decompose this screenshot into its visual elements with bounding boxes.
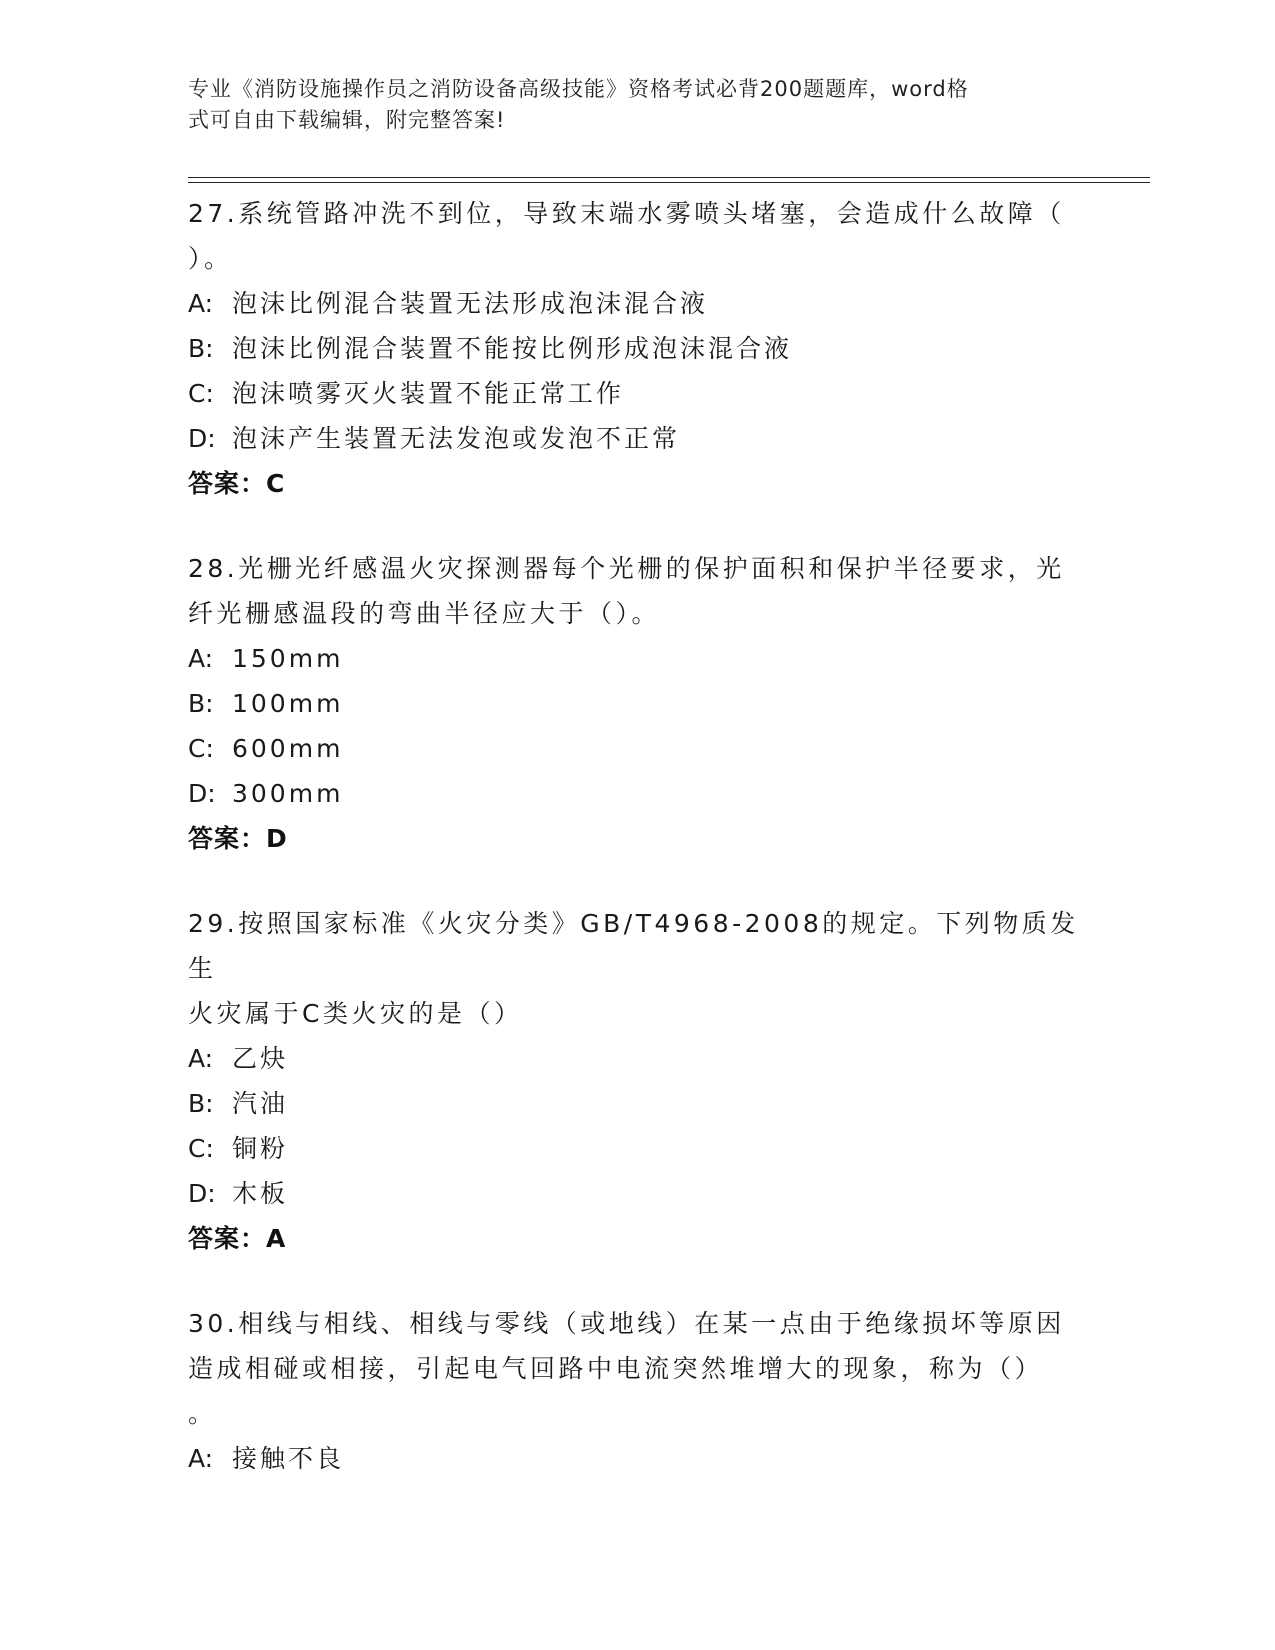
question-stem-line: 27.系统管路冲洗不到位，导致末端水雾喷头堵塞，会造成什么故障（ (188, 199, 1065, 228)
option-d (188, 1171, 1088, 1216)
document-header (188, 74, 1068, 136)
question-27 (188, 191, 1088, 506)
option-key: A: (188, 1444, 214, 1473)
option-text: 泡沫产生装置无法发泡或发泡不正常 (232, 424, 681, 453)
question-stem (188, 901, 1088, 1036)
answer-value: A (266, 1224, 288, 1253)
answer-value: C (266, 469, 287, 498)
option-text: 铜粉 (232, 1134, 289, 1163)
question-stem-line: 火灾属于C类火灾的是（） (188, 999, 523, 1028)
header-line-2: 式可自由下载编辑，附完整答案! (188, 108, 506, 132)
answer-label: 答案： (188, 1224, 267, 1253)
option-text: 150mm (232, 644, 344, 673)
option-a (188, 1436, 1088, 1481)
option-key: C: (188, 1134, 214, 1163)
question-stem-line: 造成相碰或相接，引起电气回路中电流突然堆增大的现象，称为（） (188, 1354, 1044, 1383)
question-stem-line: 纤光栅感温段的弯曲半径应大于（）。 (188, 599, 661, 628)
option-b (188, 326, 1088, 371)
option-key: A: (188, 289, 214, 318)
option-text: 木板 (232, 1179, 289, 1208)
answer-label: 答案： (188, 824, 267, 853)
option-a (188, 281, 1088, 326)
question-stem (188, 546, 1088, 636)
answer-line (188, 816, 1088, 861)
header-line-1: 专业《消防设施操作员之消防设备高级技能》资格考试必背200题题库，word格 (188, 77, 969, 101)
option-a (188, 1036, 1088, 1081)
option-text: 泡沫比例混合装置无法形成泡沫混合液 (232, 289, 709, 318)
option-key: C: (188, 379, 214, 408)
answer-line (188, 461, 1088, 506)
option-c (188, 371, 1088, 416)
option-text: 乙炔 (232, 1044, 289, 1073)
option-text: 汽油 (232, 1089, 289, 1118)
option-key: B: (188, 1089, 214, 1118)
question-stem-line: 29.按照国家标准《火灾分类》GB/T4968-2008的规定。下列物质发生 (188, 909, 1079, 983)
question-30 (188, 1301, 1088, 1481)
option-key: A: (188, 644, 214, 673)
question-28 (188, 546, 1088, 861)
option-text: 600mm (232, 734, 344, 763)
option-key: B: (188, 689, 214, 718)
option-key: C: (188, 734, 214, 763)
header-divider-bottom (188, 182, 1150, 183)
option-text: 泡沫比例混合装置不能按比例形成泡沫混合液 (232, 334, 793, 363)
answer-line (188, 1216, 1088, 1261)
answer-value: D (266, 824, 289, 853)
answer-label: 答案： (188, 469, 267, 498)
option-key: A: (188, 1044, 214, 1073)
question-stem-line: 30.相线与相线、相线与零线（或地线）在某一点由于绝缘损坏等原因 (188, 1309, 1065, 1338)
question-list (188, 191, 1088, 1521)
option-text: 接触不良 (232, 1444, 345, 1473)
question-stem-line: 28.光栅光纤感温火灾探测器每个光栅的保护面积和保护半径要求，光 (188, 554, 1065, 583)
option-key: D: (188, 779, 216, 808)
option-c (188, 1126, 1088, 1171)
option-key: B: (188, 334, 214, 363)
option-a (188, 636, 1088, 681)
option-c (188, 726, 1088, 771)
question-stem-line: ）。 (188, 244, 233, 273)
question-stem (188, 1301, 1088, 1436)
option-key: D: (188, 1179, 216, 1208)
option-text: 100mm (232, 689, 344, 718)
option-b (188, 1081, 1088, 1126)
option-d (188, 771, 1088, 816)
option-text: 300mm (232, 779, 344, 808)
option-d (188, 416, 1088, 461)
question-stem-line: 。 (188, 1399, 217, 1428)
question-stem (188, 191, 1088, 281)
option-text: 泡沫喷雾灭火装置不能正常工作 (232, 379, 625, 408)
header-divider-top (188, 177, 1150, 178)
option-key: D: (188, 424, 216, 453)
option-b (188, 681, 1088, 726)
question-29 (188, 901, 1088, 1261)
